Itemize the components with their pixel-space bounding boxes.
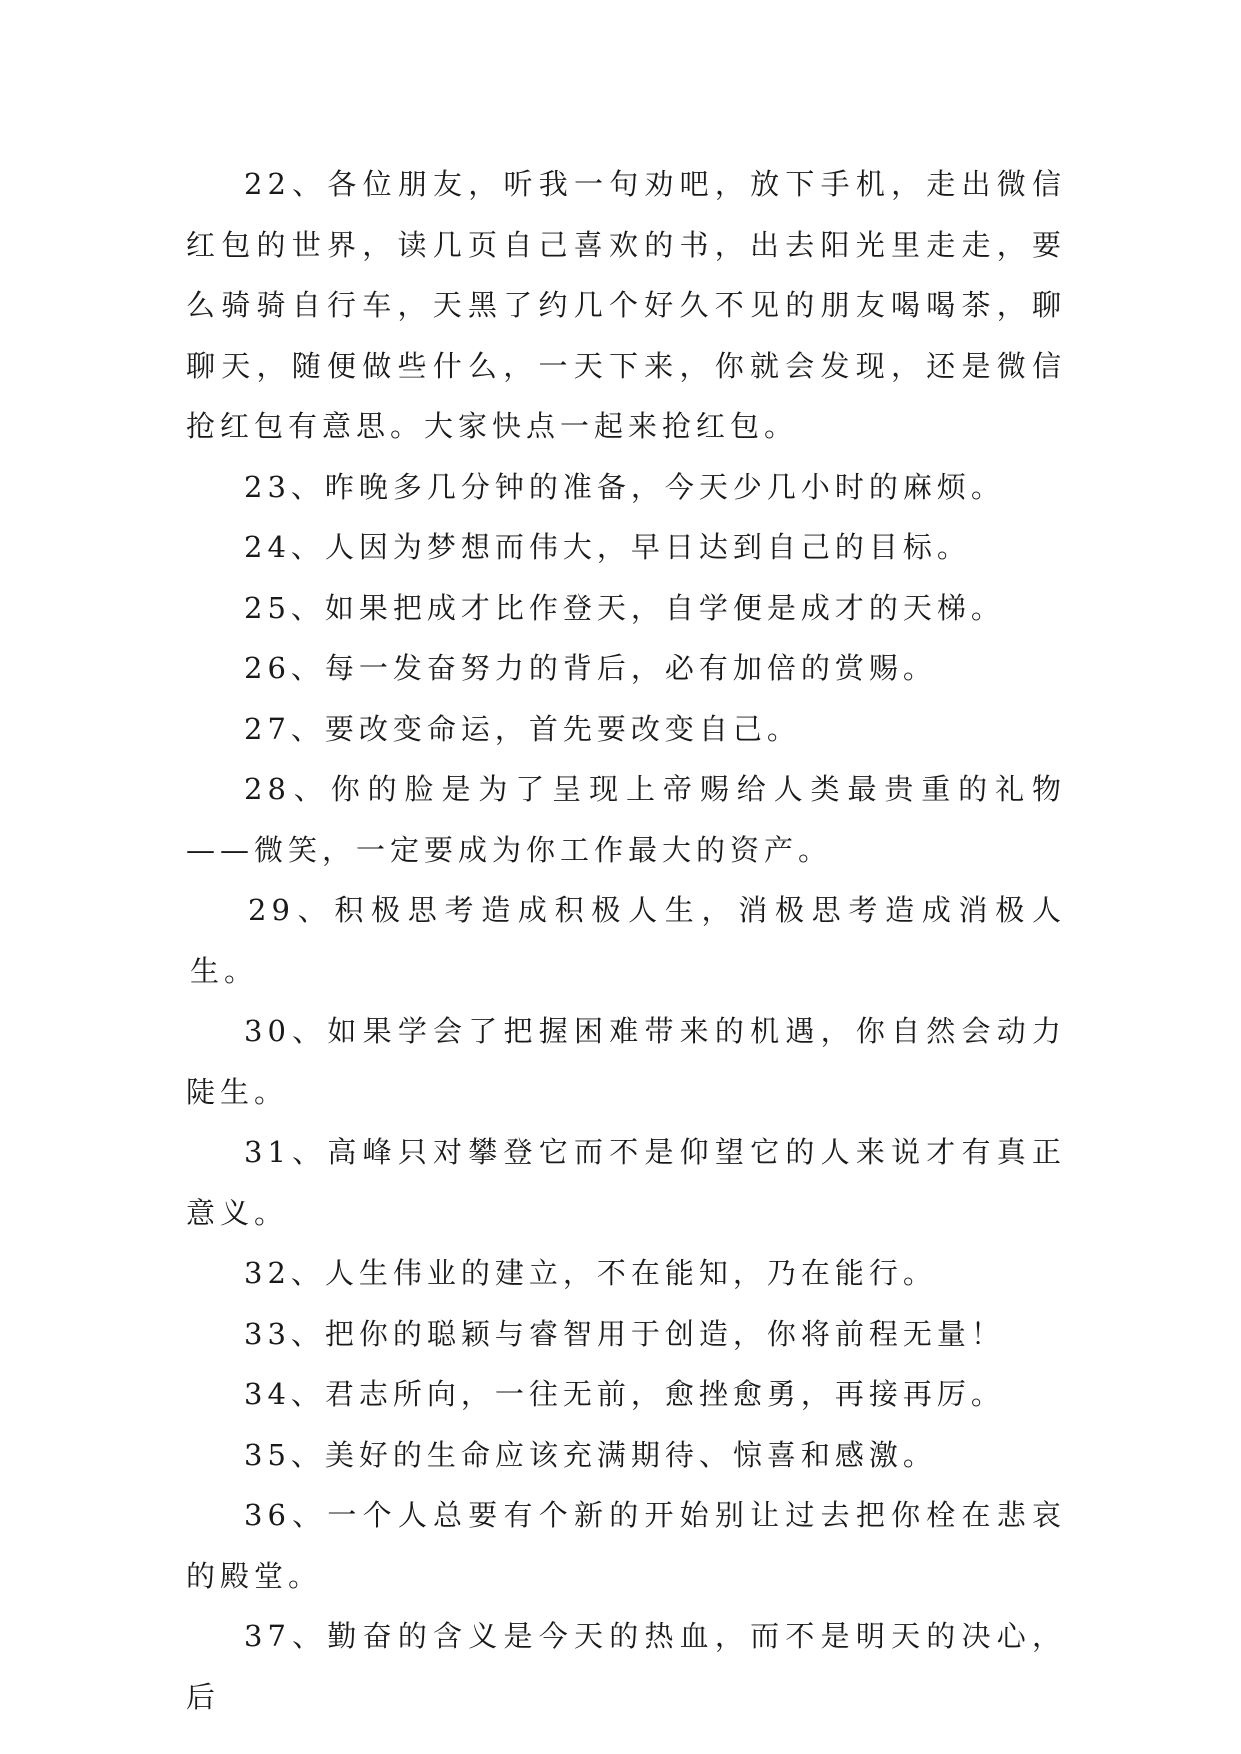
paragraph-23: 23、昨晚多几分钟的准备，今天少几小时的麻烦。 xyxy=(244,469,1005,504)
paragraph-30: 30、如果学会了把握困难带来的机遇，你自然会动力陡生。 xyxy=(186,1014,1066,1109)
paragraph-37: 37、勤奋的含义是今天的热血，而不是明天的决心，后 xyxy=(186,1619,1066,1714)
paragraph-35: 35、美好的生命应该充满期待、惊喜和感激。 xyxy=(244,1437,937,1472)
paragraph-28: 28、你的脸是为了呈现上帝赐给人类最贵重的礼物——微笑，一定要成为你工作最大的资产。 xyxy=(186,772,1066,867)
paragraph-22: 22、各位朋友，听我一句劝吧，放下手机，走出微信红包的世界，读几页自己喜欢的书，出去阳光里走走，要么骑骑自行车，天黑了约几个好久不见的朋友喝喝茶，聊聊天，随便做些什么，一天下来，你就会发现，还是微信抢红包有意思。大家快点一起来抢红包。 xyxy=(186,167,1066,443)
document-body xyxy=(186,154,1066,1727)
paragraph-33: 33、把你的聪颖与睿智用于创造，你将前程无量！ xyxy=(244,1316,1005,1351)
paragraph-36: 36、一个人总要有个新的开始别让过去把你栓在悲哀的殿堂。 xyxy=(186,1498,1066,1593)
paragraph-27: 27、要改变命运，首先要改变自己。 xyxy=(244,711,801,746)
paragraph-25: 25、如果把成才比作登天，自学便是成才的天梯。 xyxy=(244,590,1005,625)
paragraph-24: 24、人因为梦想而伟大，早日达到自己的目标。 xyxy=(244,530,971,564)
paragraph-29: 29、积极思考造成积极人生，消极思考造成消极人生。 xyxy=(190,893,1066,988)
paragraph-31: 31、高峰只对攀登它而不是仰望它的人来说才有真正意义。 xyxy=(186,1135,1066,1230)
paragraph-34: 34、君志所向，一往无前，愈挫愈勇，再接再厉。 xyxy=(244,1377,1005,1411)
paragraph-26: 26、每一发奋努力的背后，必有加倍的赏赐。 xyxy=(244,651,937,685)
paragraph-32: 32、人生伟业的建立，不在能知，乃在能行。 xyxy=(244,1256,937,1290)
